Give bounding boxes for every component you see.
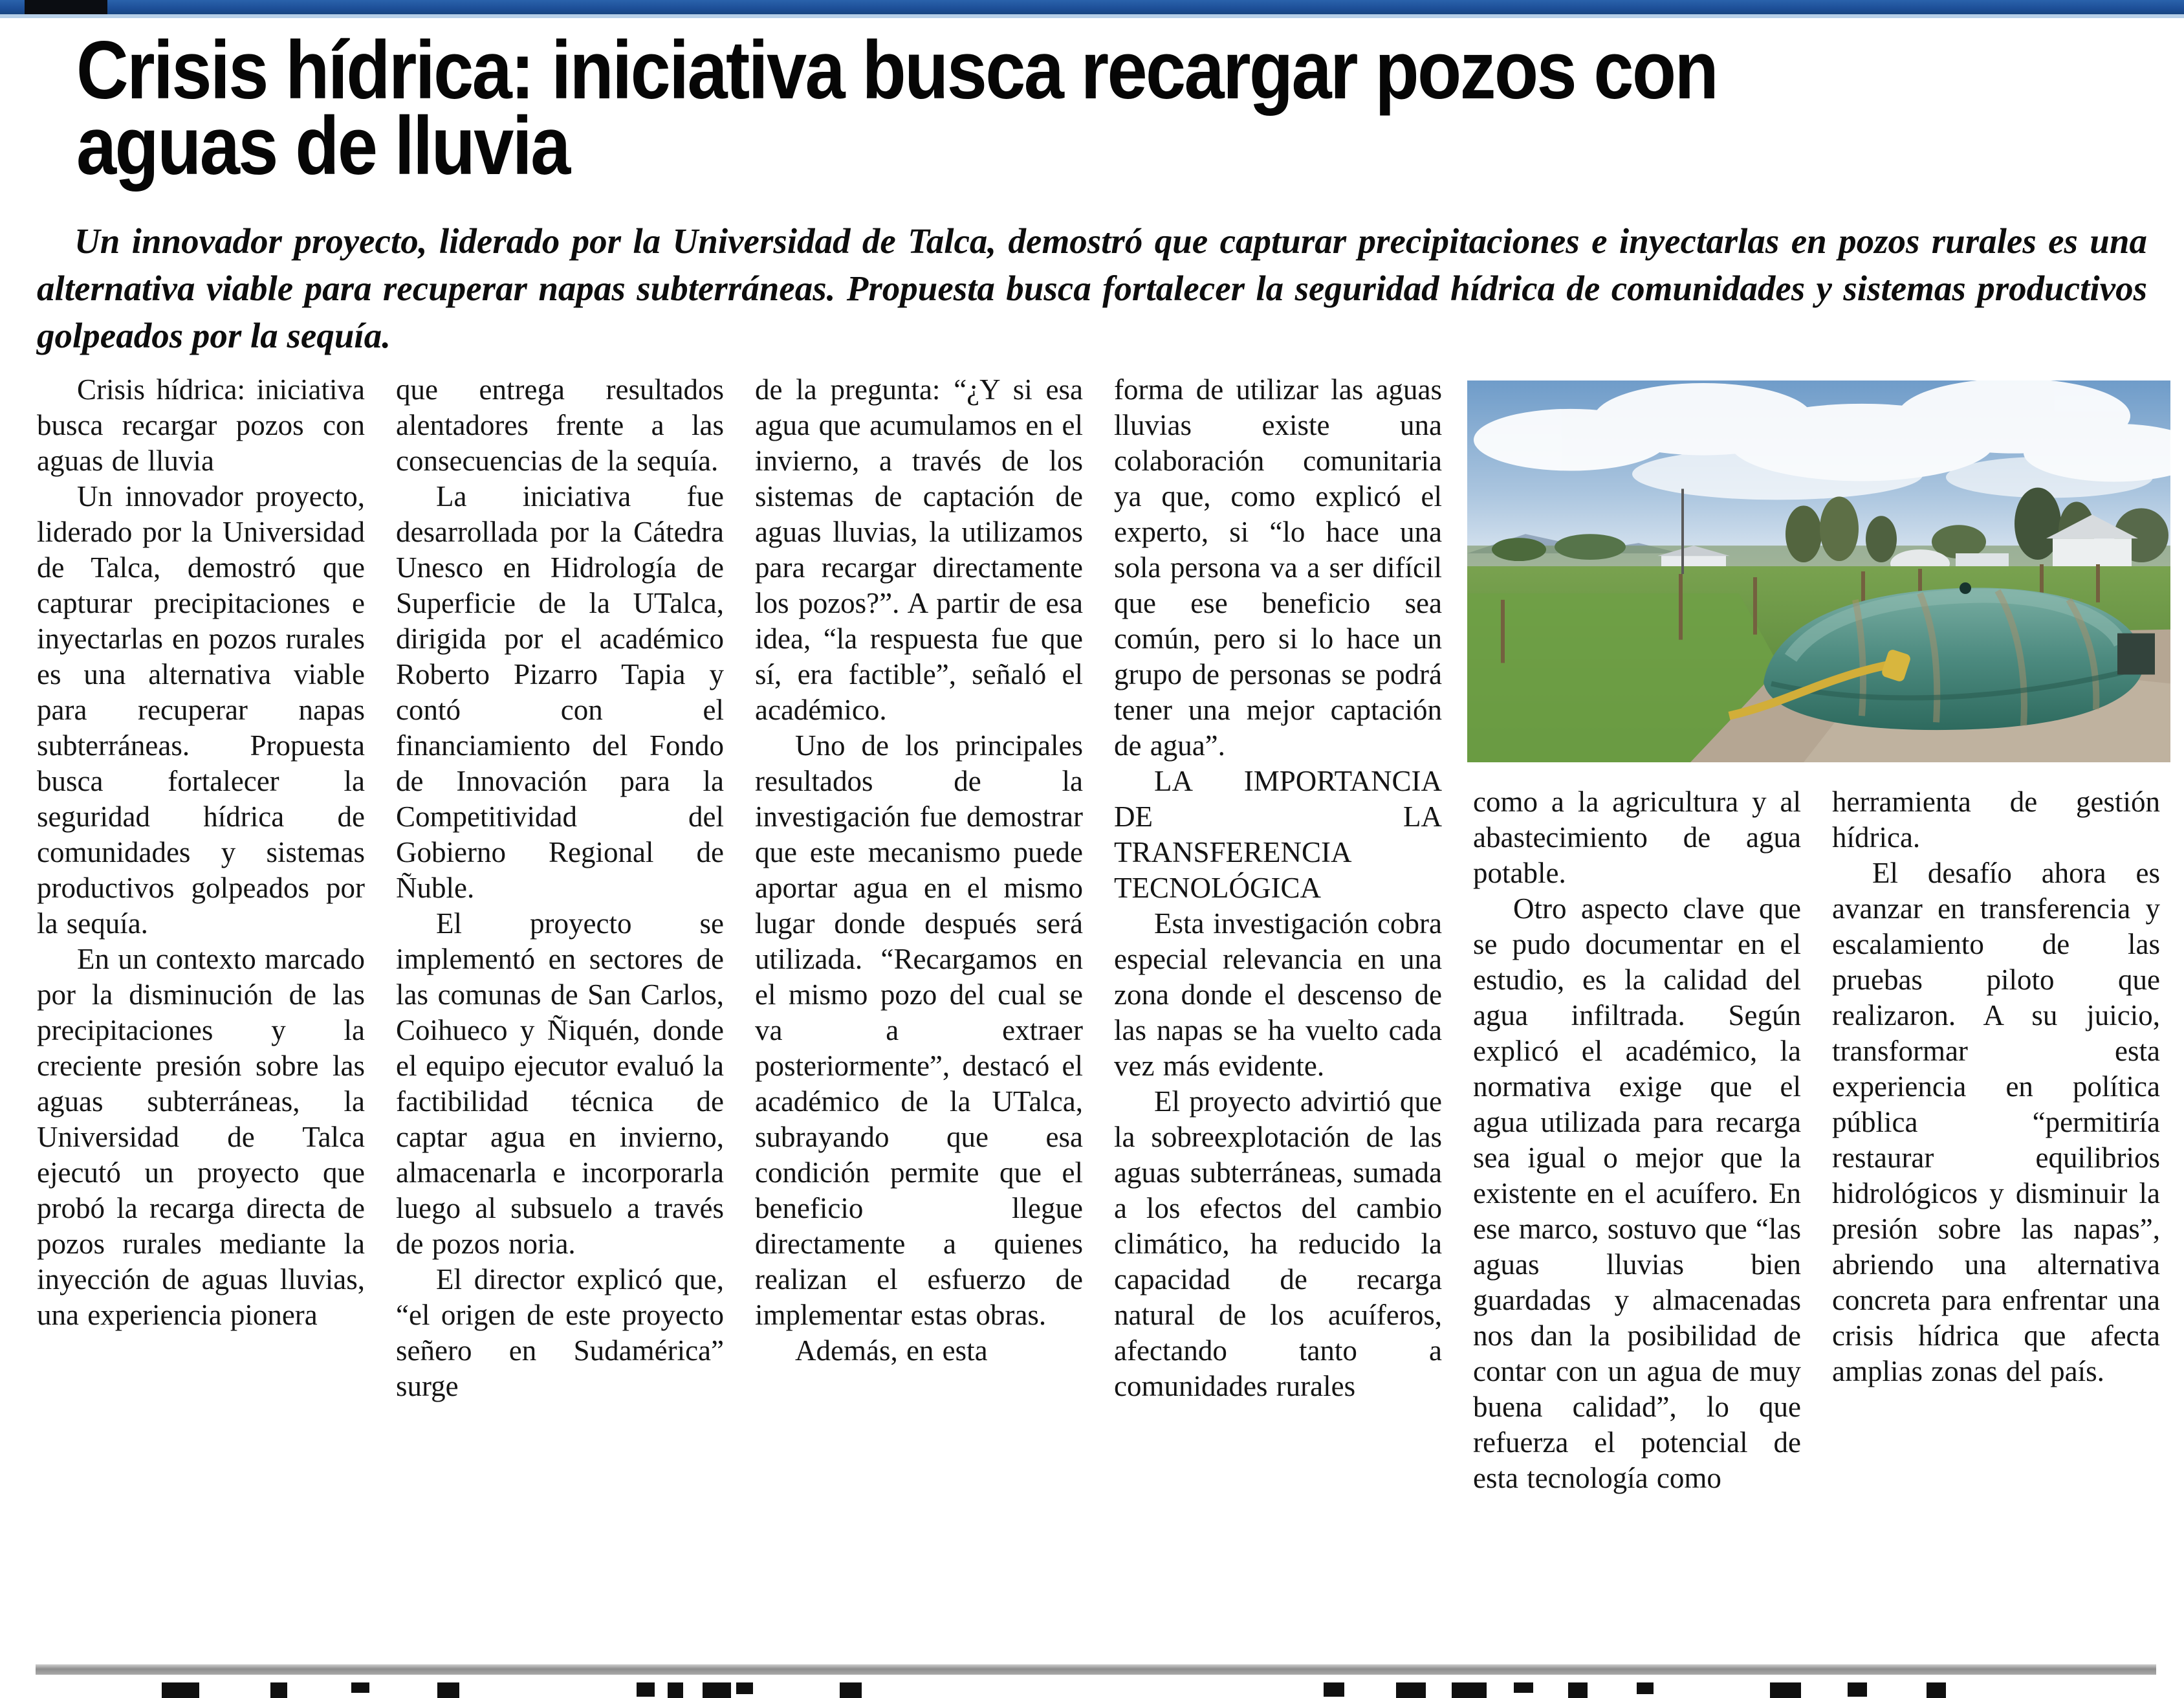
text-column-4: [1114, 372, 1442, 1661]
text-column-1: [37, 372, 365, 1661]
text-column-2: [396, 372, 724, 1661]
body-paragraph: Además, en esta: [795, 1334, 988, 1367]
body-paragraph: LA IMPORTANCIA DE LA TRANSFERENCIA TECNOLÓGICA: [1114, 765, 1442, 904]
body-paragraph: Un innovador proyecto, liderado por la Universidad de Talca, demostró que capturar precipitaciones e inyectarlas en pozos rurales es una alternativa viable para recuperar napas subterráneas. Propuesta busca fortalecer la seguridad hídrica de comunidades y sistemas productivos golpeados por la sequía.: [37, 480, 365, 940]
headline-line-1: Crisis hídrica: iniciativa busca recargar pozos con: [76, 24, 1718, 116]
body-paragraph: como a la agricultura y al abastecimiento de agua potable.: [1473, 786, 1801, 889]
body-paragraph: El director explicó que, “el origen de este proyecto señero en Sudamérica” surge: [396, 1263, 724, 1402]
body-paragraph: La iniciativa fue desarrollada por la Cátedra Unesco en Hidrología de Superficie de la UTalca, dirigida por el académico Roberto Pizarro Tapia y contó con el financiamiento del Fondo de Innovación para la Competitividad del Gobierno Regional de Ñuble.: [396, 480, 724, 904]
text-column-3: [755, 372, 1083, 1661]
body-paragraph: Otro aspecto clave que se pudo documentar en el estudio, es la calidad del agua infiltrada. Según explicó el académico, la normativa exige que el agua utilizada para recarga sea igual o mejor que la existente en el acuífero. En ese marco, sostuvo que “las aguas lluvias bien guardadas y almacenadas nos dan la posibilidad de contar con un agua de muy buena calidad”, lo que refuerza el potencial de esta tecnología como: [1473, 892, 1801, 1494]
section-divider: [36, 1664, 2156, 1675]
body-paragraph: de la pregunta: “¿Y si esa agua que acumulamos en el invierno, a través de los sistemas de captación de aguas lluvias, la utilizamos para recargar directamente los pozos?”. A partir de esa idea, “la respuesta fue que sí, era factible”, señaló el académico.: [755, 373, 1083, 726]
page-top-rule-black-segment: [25, 0, 107, 14]
container-bin: [2117, 634, 2155, 675]
text-column-6: [1832, 784, 2160, 1659]
body-paragraph: El proyecto advirtió que la sobreexplotación de las aguas subterráneas, sumada a los efectos del cambio climático, ha reducido la capacidad de recarga natural de los acuíferos, afectando tanto a comunidades rurales: [1114, 1085, 1442, 1402]
body-paragraph: herramienta de gestión hídrica.: [1832, 786, 2160, 854]
body-paragraph: forma de utilizar las aguas lluvias existe una colaboración comunitaria ya que, como explicó el experto, si “lo hace una sola persona va a ser difícil que ese beneficio sea común, pero si lo hace un grupo de personas se podrá tener una mejor captación de agua”.: [1114, 373, 1442, 762]
article-headline: [76, 24, 1718, 192]
body-paragraph: El desafío ahora es avanzar en transferencia y escalamiento de las pruebas piloto que realizaron. A su juicio, transformar esta experiencia en política pública “permitiría restaurar equilibrios hidrológicos y disminuir la presión sobre las napas”, abriendo una alternativa concreta para enfrentar una crisis hídrica que afecta amplias zonas del país.: [1832, 857, 2160, 1387]
next-article-headline-partial: [0, 1682, 2184, 1698]
body-paragraph: El proyecto se implementó en sectores de las comunas de San Carlos, Coihueco y Ñiquén, donde el equipo ejecutor evaluó la factibilidad técnica de captar agua en invierno, almacenarla e incorporarla luego al subsuelo a través de pozos noria.: [396, 907, 724, 1260]
text-column-5: [1473, 784, 1801, 1659]
article-photo: [1467, 380, 2170, 762]
article-lead: Un innovador proyecto, liderado por la Universidad de Talca, demostró que capturar precipitaciones e inyectarlas en pozos rurales es una alternativa viable para recuperar napas subterráneas. Propuesta busca fortalecer la seguridad hídrica de comunidades y sistemas productivos golpeados por la sequía.: [37, 221, 2147, 355]
body-paragraph: que entrega resultados alentadores frente a las consecuencias de la sequía.: [396, 373, 724, 477]
headline-line-2: aguas de lluvia: [76, 100, 569, 192]
page-top-rule: [0, 0, 2184, 18]
water-bladder-field-illustration: [1467, 380, 2170, 762]
body-paragraph: Uno de los principales resultados de la investigación fue demostrar que este mecanismo puede aportar agua en el mismo lugar donde después será utilizada. “Recargamos en el mismo pozo del cual se va a extraer posteriormente”, destacó el académico de la UTalca, subrayando que esa condición permite que el beneficio llegue directamente a quienes realizan el esfuerzo de implementar estas obras.: [755, 729, 1083, 1331]
body-paragraph: Crisis hídrica: iniciativa busca recargar pozos con aguas de lluvia: [37, 373, 365, 477]
body-paragraph: En un contexto marcado por la disminución de las precipitaciones y la creciente presión sobre las aguas subterráneas, la Universidad de Talca ejecutó un proyecto que probó la recarga directa de pozos rurales mediante la inyección de aguas lluvias, una experiencia pionera: [37, 943, 365, 1331]
body-paragraph: Esta investigación cobra especial relevancia en una zona donde el descenso de las napas se ha vuelto cada vez más evidente.: [1114, 907, 1442, 1082]
